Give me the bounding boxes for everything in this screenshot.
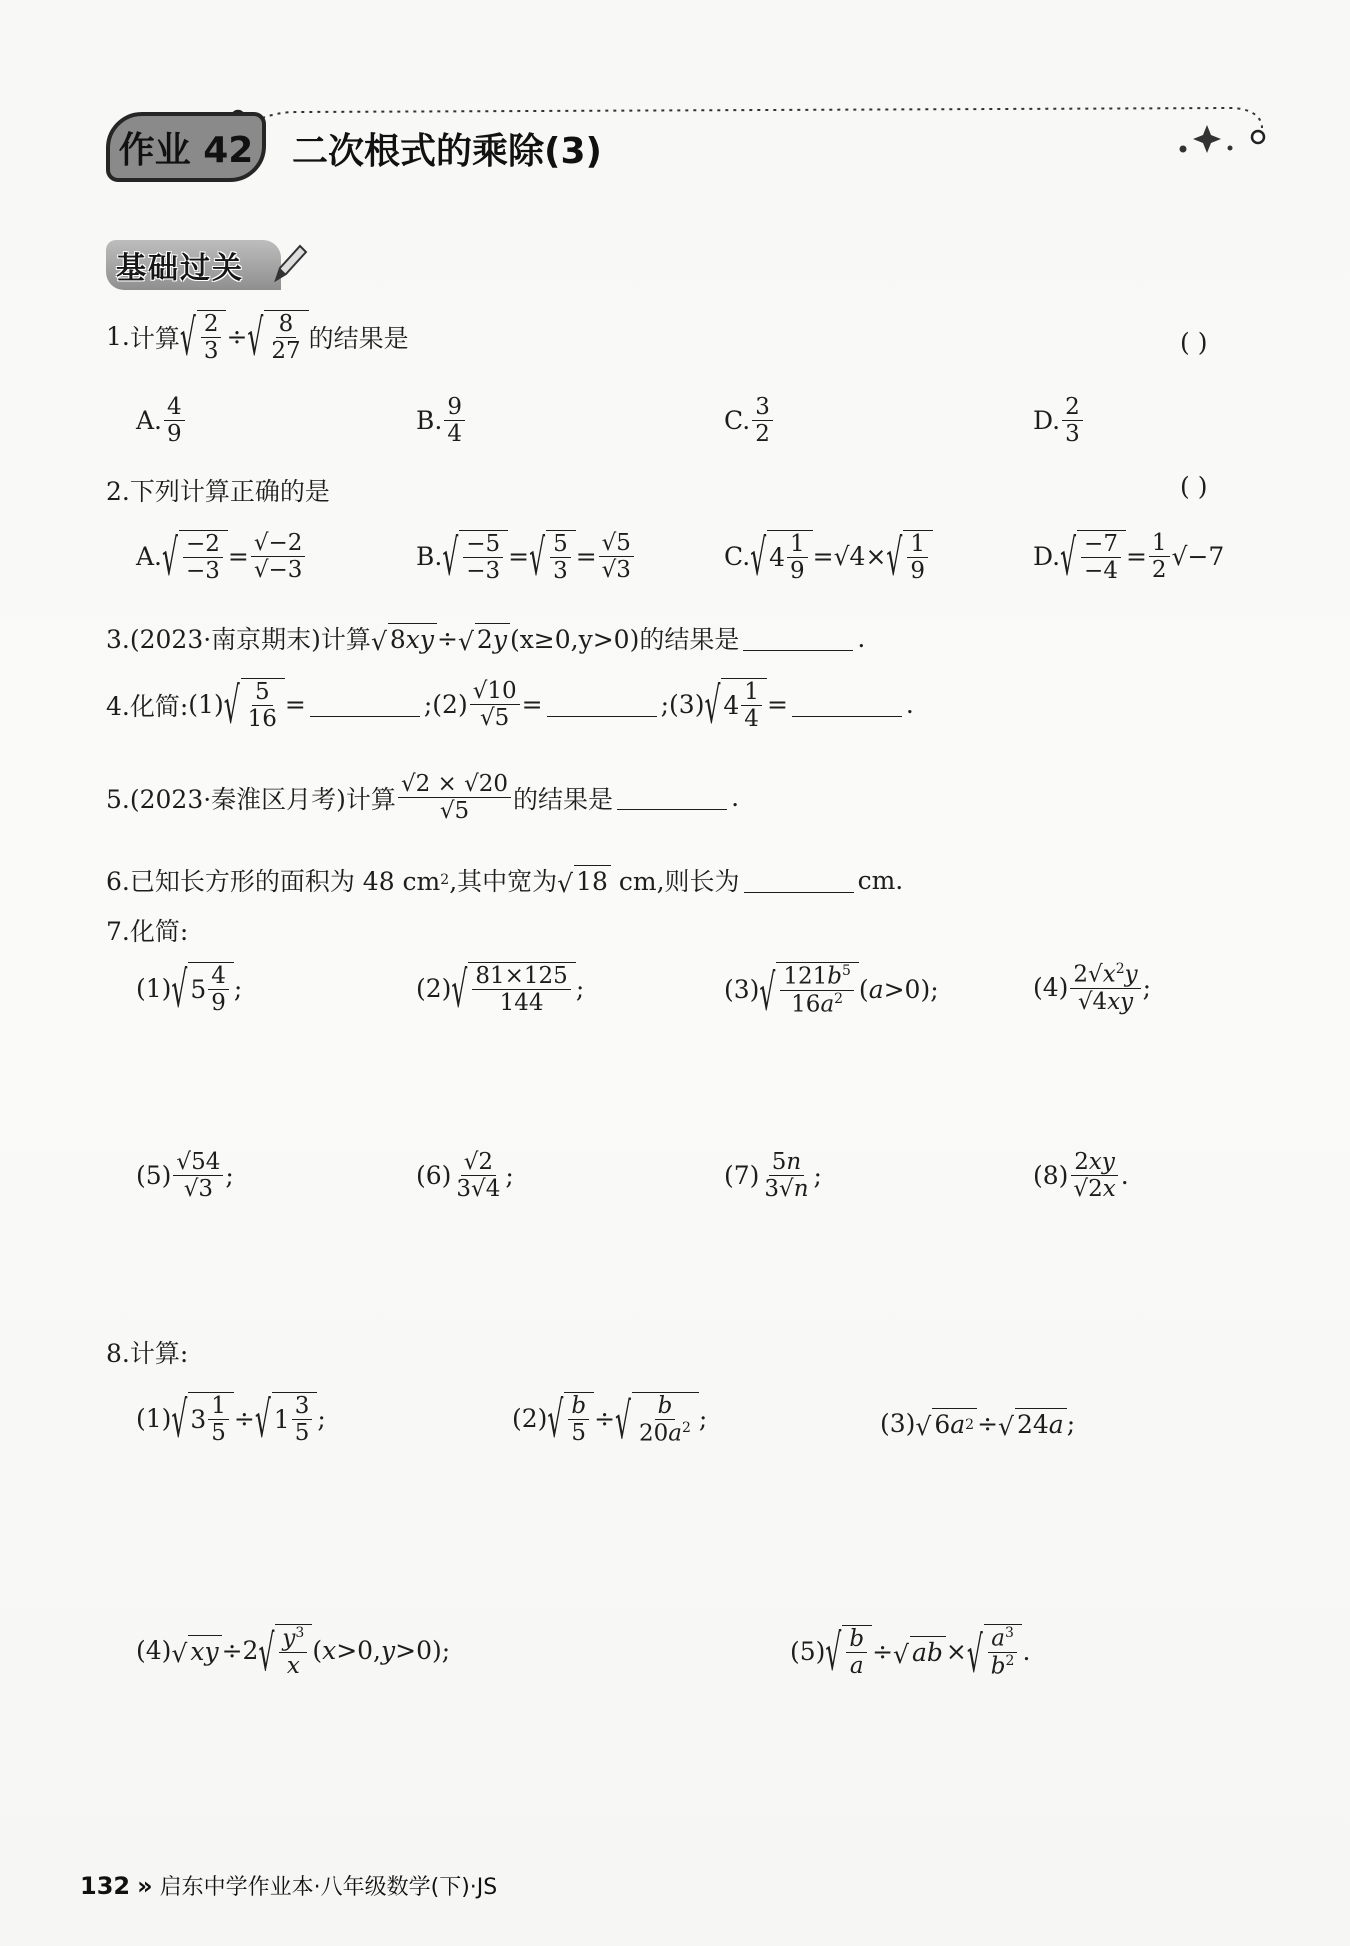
q7-item-3: (3) √ $\frac{121b^5}{16a^2}$ ( a >0); [724, 962, 939, 1021]
q7-item-6: (6) $\frac{√2}{3√4}$ ; [416, 1149, 514, 1203]
page-footer [80, 1870, 497, 1901]
chevron-right-icon: » [137, 1872, 153, 1900]
question-6: 6.已知长方形的面积为 48 cm 2 ,其中宽为 √ 18 cm,则长为 cm. [106, 865, 904, 898]
q8-item-3: (3) √ 6 a 2 ÷ √ 24 a ; [880, 1409, 1076, 1441]
question-5: 5.(2023·秦淮区月考)计算 $\frac{√2 \times √20}{√5}$ 的结果是 . [106, 771, 740, 825]
q7-item-1: (1) √ 5 $\frac{4}{9}$ ; [136, 961, 243, 1020]
question-8: 8.计算: [106, 1339, 189, 1368]
q1-option-b: B. $\frac{9}{4}$ [416, 395, 467, 446]
q2-option-a: A. √ $\frac{-2}{-3}$ = $\frac{√-2}{√-3}$ [136, 530, 307, 583]
page-number: 132 [80, 1872, 131, 1900]
q8-item-1: (1) √ 3 $\frac{1}{5}$ ÷ √ 1 $\frac{3}{5}$ ; [136, 1391, 326, 1450]
q1-option-d: D. $\frac{2}{3}$ [1033, 395, 1085, 446]
q8-item-5: (5) √ $\frac{b}{a}$ ÷ √ ab × √ $\frac{a^3}{b^2}$ . [790, 1623, 1031, 1683]
q1-sqrt-a: √ $\frac{2}{3}$ [180, 310, 227, 363]
q8-item-2: (2) √ $\frac{b}{5}$ ÷ √ $\frac{b}{20a^2}$ ; [512, 1391, 708, 1450]
question-1: 1. 计算 √ $\frac{2}{3}$ ÷ √ $\frac{8}{27}$ 的结果是 [106, 309, 409, 368]
q7-item-4: (4) $\frac{2√x^2y}{√4xy}$ ; [1033, 961, 1152, 1015]
page-title: 二次根式的乘除(3) [292, 131, 602, 172]
q1-option-a: A. $\frac{4}{9}$ [136, 395, 187, 446]
question-3: 3.(2023·南京期末)计算 √ 8 xy ÷ √ 2 y (x≥0,y>0)的结果是 . [106, 623, 866, 656]
pencil-icon [270, 240, 310, 288]
q1-tail: 的结果是 [308, 323, 409, 353]
q2-answer-bracket: ( ) [1180, 472, 1208, 501]
q7-item-2: (2) √ $\frac{81\times 125}{144}$ ; [416, 961, 585, 1020]
book-title: 启东中学作业本·八年级数学(下)·JS [159, 1875, 498, 1900]
q1-sqrt-b: √ $\frac{8}{27}$ [247, 310, 308, 363]
q1-option-c: C. $\frac{3}{2}$ [724, 395, 775, 446]
q2-option-b: B. √ $\frac{-5}{-3}$ = √ $\frac{5}{3}$ = $\frac{√5}{√3}$ [416, 530, 636, 583]
section-label: 基础过关 [116, 251, 244, 286]
question-4: 4.化简: (1) √ $\frac{5}{16}$ = ;(2) $\frac{√10}{√5}$ = ;(3) √ 4 $\frac{1}{4}$ = . [106, 677, 914, 736]
q2-option-d: D. √ $\frac{-7}{-4}$ = $\frac{1}{2}$ √−7 [1033, 529, 1225, 588]
homework-badge: 作业 42 [106, 112, 266, 182]
q7-item-8: (8) $\frac{2xy}{√2x}$ . [1033, 1149, 1129, 1203]
question-7: 7.化简: [106, 917, 189, 946]
q7-item-7: (7) $\frac{5n}{3√n}$ ; [724, 1149, 822, 1203]
q8-item-4: (4) √ xy ÷2 √ $\frac{y^3}{x}$ ( x >0, y >0); [136, 1623, 451, 1682]
q1-answer-bracket: ( ) [1180, 328, 1208, 357]
q2-option-c: C. √ 4 $\frac{1}{9}$ =√4× √ $\frac{1}{9}$ [724, 530, 933, 583]
q1-number: 1. [106, 322, 130, 352]
q1-prompt: 计算 [129, 323, 180, 353]
question-2: 2.下列计算正确的是 [106, 477, 330, 506]
q7-item-5: (5) $\frac{√54}{√3}$ ; [136, 1149, 234, 1203]
